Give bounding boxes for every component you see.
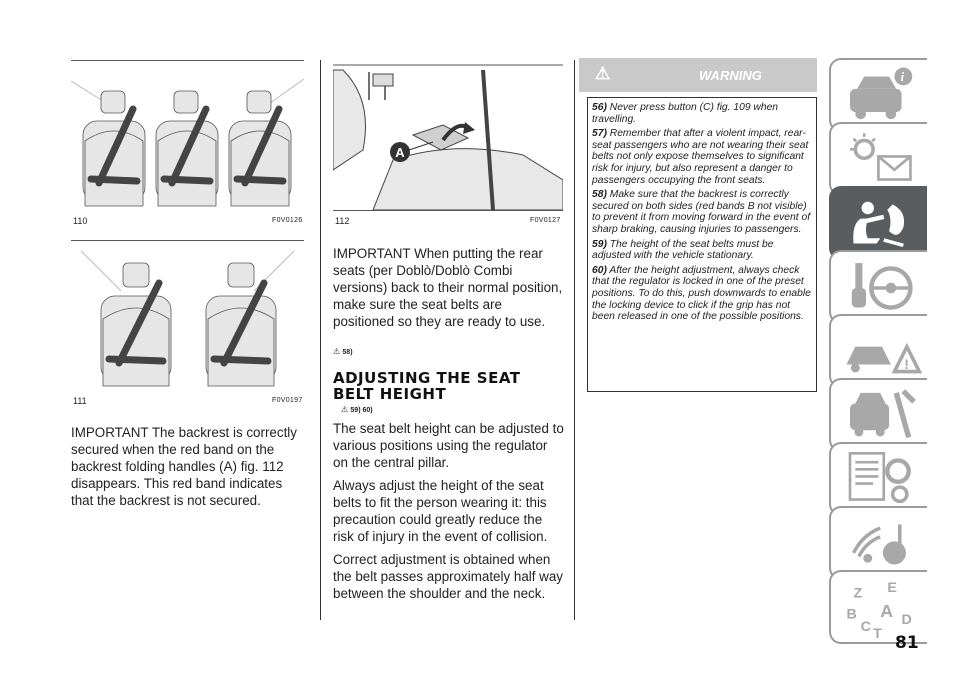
index-letters-icon — [839, 576, 925, 640]
sidebar-tab-key-steering[interactable] — [829, 250, 927, 324]
index-letter: T — [873, 626, 882, 640]
warning-ref-58 — [333, 347, 353, 356]
warning-item-text: Remember that after a violent impact, rear-seat passengers who are not wearing their seat belts not only expose themselves to significant risk for injury, but also represent a danger to passengers occupying the front seats. — [592, 128, 809, 186]
car-info-icon — [839, 64, 925, 128]
sidebar-tab-dashboard-lights[interactable] — [829, 122, 927, 196]
backrest-important-paragraph: IMPORTANT The backrest is correctly secured when the red band on the backrest folding handles (A) fig. 112 disappears. This red band indicates that the backrest is not secured. — [71, 425, 297, 508]
warning-item-number: 57) — [592, 128, 607, 140]
section-heading — [333, 370, 565, 402]
figure-110-number: 110 — [73, 216, 88, 226]
emergency-triangle-icon — [839, 320, 925, 384]
left-column-text — [71, 424, 306, 515]
figure-112-number: 112 — [335, 216, 350, 226]
figure-111-number: 111 — [73, 396, 87, 406]
warning-item — [592, 239, 812, 262]
svg-text:i: i — [900, 69, 905, 84]
middle-column-text — [333, 245, 565, 336]
sidebar-tab-car-maintenance[interactable] — [829, 378, 927, 452]
warning-item-text: Never press button (C) fig. 109 when travelling. — [592, 102, 779, 125]
figure-111-code: F0V0197 — [272, 397, 303, 404]
sidebar-tab-technical-data[interactable] — [829, 442, 927, 516]
ref-58-label: 58) — [342, 349, 353, 356]
index-letter: A — [880, 600, 894, 621]
warning-item — [592, 265, 812, 323]
figure-112 — [333, 60, 563, 210]
column-divider-1 — [320, 60, 321, 620]
warning-item — [592, 189, 812, 235]
sidebar-tab-multimedia[interactable] — [829, 506, 927, 580]
warning-item-text: The height of the seat belts must be adjusted with the vehicle stationary. — [592, 238, 774, 262]
warning-box — [587, 97, 817, 392]
warning-item-number: 59) — [592, 238, 607, 250]
two-passengers-belts-illustration — [71, 241, 304, 391]
column-divider-2 — [574, 60, 575, 620]
warning-ref-59-60 — [341, 405, 373, 414]
warning-list — [588, 98, 816, 323]
heading-line-2: BELT HEIGHT — [333, 385, 447, 403]
figure-112-code: F0V0127 — [530, 217, 561, 224]
svg-text:!: ! — [904, 356, 909, 373]
page-number: 81 — [895, 633, 919, 653]
heading-line-1: ADJUSTING THE SEAT — [333, 369, 521, 387]
figure-111 — [71, 240, 304, 391]
figure-110-code: F0V0126 — [272, 217, 303, 224]
warning-item-number: 58) — [592, 189, 607, 201]
correct-adjustment-paragraph: Correct adjustment is obtained when the belt passes approximately half way between the shoulder and the neck. — [333, 552, 563, 601]
three-passengers-belts-illustration — [71, 61, 304, 211]
warning-item — [592, 102, 812, 125]
backrest-folding-handle-illustration — [333, 60, 563, 210]
callout-a-label: A — [395, 145, 405, 160]
warning-item-text: After the height adjustment, always check that the regulator is locked in one of the preset positions. To do this, push downwards to enable the locking device to click if the grip has not been released in one of the possible positions. — [592, 264, 811, 323]
technical-data-icon — [839, 448, 925, 512]
index-letter: C — [860, 619, 871, 636]
sidebar-tab-emergency-triangle[interactable] — [829, 314, 927, 388]
belt-height-paragraph: The seat belt height can be adjusted to various positions using the regulator on the central pillar. — [333, 421, 564, 470]
figure-112-rule — [333, 210, 563, 211]
key-steering-icon — [839, 256, 925, 320]
index-letter: B — [846, 606, 857, 623]
warning-triangle-small-icon: ⚠ — [341, 405, 349, 414]
sidebar-tab-car-info[interactable] — [829, 58, 927, 132]
index-letter: E — [887, 580, 897, 596]
warning-title: WARNING — [699, 68, 762, 83]
multimedia-icon — [839, 512, 925, 576]
warning-item-number: 56) — [592, 102, 607, 113]
seat-airbag-icon — [839, 192, 925, 256]
middle-column-text-2 — [333, 420, 565, 608]
ref-59-60-label: 59) 60) — [350, 407, 373, 414]
warning-item-number: 60) — [592, 264, 607, 276]
sidebar-tab-seat-airbag[interactable] — [829, 186, 927, 260]
figure-110 — [71, 60, 304, 211]
warning-item — [592, 128, 812, 186]
warning-header — [579, 58, 817, 92]
index-letter: Z — [853, 585, 863, 602]
adjust-height-paragraph: Always adjust the height of the seat belts to fit the person wearing it: this precaution could greatly reduce the risk of injury in the event of collision. — [333, 478, 548, 544]
warning-triangle-icon: ⚠ — [595, 64, 611, 83]
rear-seats-important-paragraph: IMPORTANT When putting the rear seats (per Doblò/Doblò Combi versions) back to their normal position, make sure the seat belts are positioned so they are ready to use. — [333, 246, 563, 329]
dashboard-lights-icon — [839, 128, 925, 192]
index-letter: D — [901, 612, 912, 628]
warning-item-text: Make sure that the backrest is correctly secured on both sides (red bands B not visible) to prevent it from moving forward in the event of sharp braking, causing injuries to passengers. — [592, 189, 811, 235]
car-maintenance-icon — [839, 384, 925, 448]
warning-triangle-small-icon: ⚠ — [333, 347, 341, 356]
